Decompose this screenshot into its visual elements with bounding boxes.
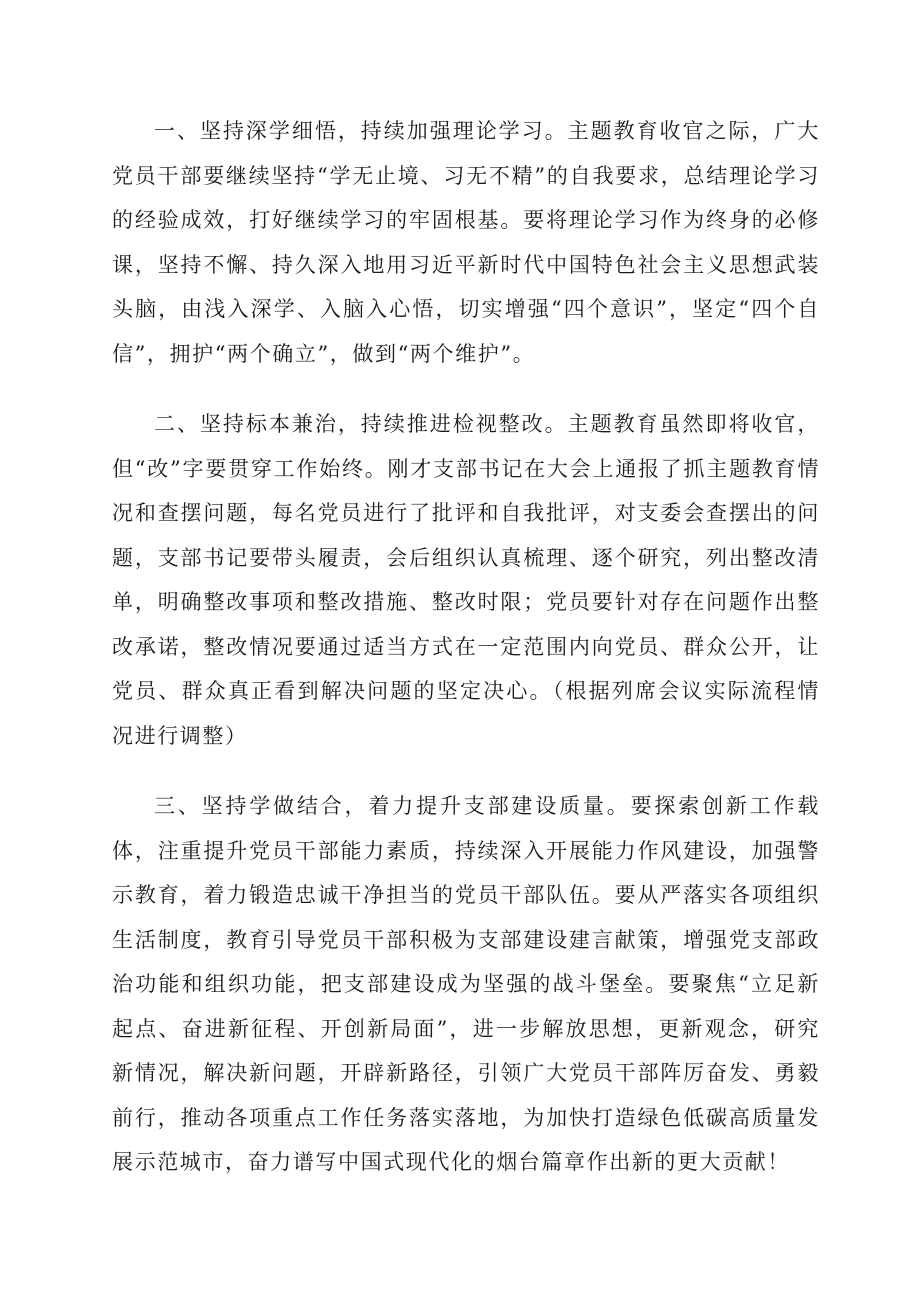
paragraph-3: 三、坚持学做结合，着力提升支部建设质量。要探索创新工作载体，注重提升党员干部能力素质，持续深入开展能力作风建设，加强警示教育，着力锻造忠诚干净担当的党员干部队伍。要从严落实各项组织生活制度，教育引导党员干部积极为支部建设建言献策，增强党支部政治功能和组织功能，把支部建设成为坚强的战斗堡垒。要聚焦“立足新起点、奋进新征程、开创新局面”，进一步解放思想，更新观念，研究新情况，解决新问题，开辟新路径，引领广大党员干部阵厉奋发、勇毅前行，推动各项重点工作任务落实落地，为加快打造绿色低碳高质量发展示范城市，奋力谱写中国式现代化的烟台篇章作出新的更大贡献！ [112,794,820,1174]
paragraph-1: 一、坚持深学细悟，持续加强理论学习。主题教育收官之际，广大党员干部要继续坚持“学无止境、习无不精”的自我要求，总结理论学习的经验成效，打好继续学习的牢固根基。要将理论学习作为终身的必修课，坚持不懈、持久深入地用习近平新时代中国特色社会主义思想武装头脑，由浅入深学、入脑入心悟，切实增强“四个意识”，坚定“四个自信”，拥护“两个确立”，做到“两个维护”。 [112,119,820,366]
paragraph-2: 二、坚持标本兼治，持续推进检视整改。主题教育虽然即将收官，但“改”字要贯穿工作始终。刚才支部书记在大会上通报了抓主题教育情况和查摆问题，每名党员进行了批评和自我批评，对支委会查摆出的问题，支部书记要带头履责，会后组织认真梳理、逐个研究，列出整改清单，明确整改事项和整改措施、整改时限；党员要针对存在问题作出整改承诺，整改情况要通过适当方式在一定范围内向党员、群众公开，让党员、群众真正看到解决问题的坚定决心。（根据列席会议实际流程情况进行调整） [112,412,820,748]
document-body [112,109,820,1211]
